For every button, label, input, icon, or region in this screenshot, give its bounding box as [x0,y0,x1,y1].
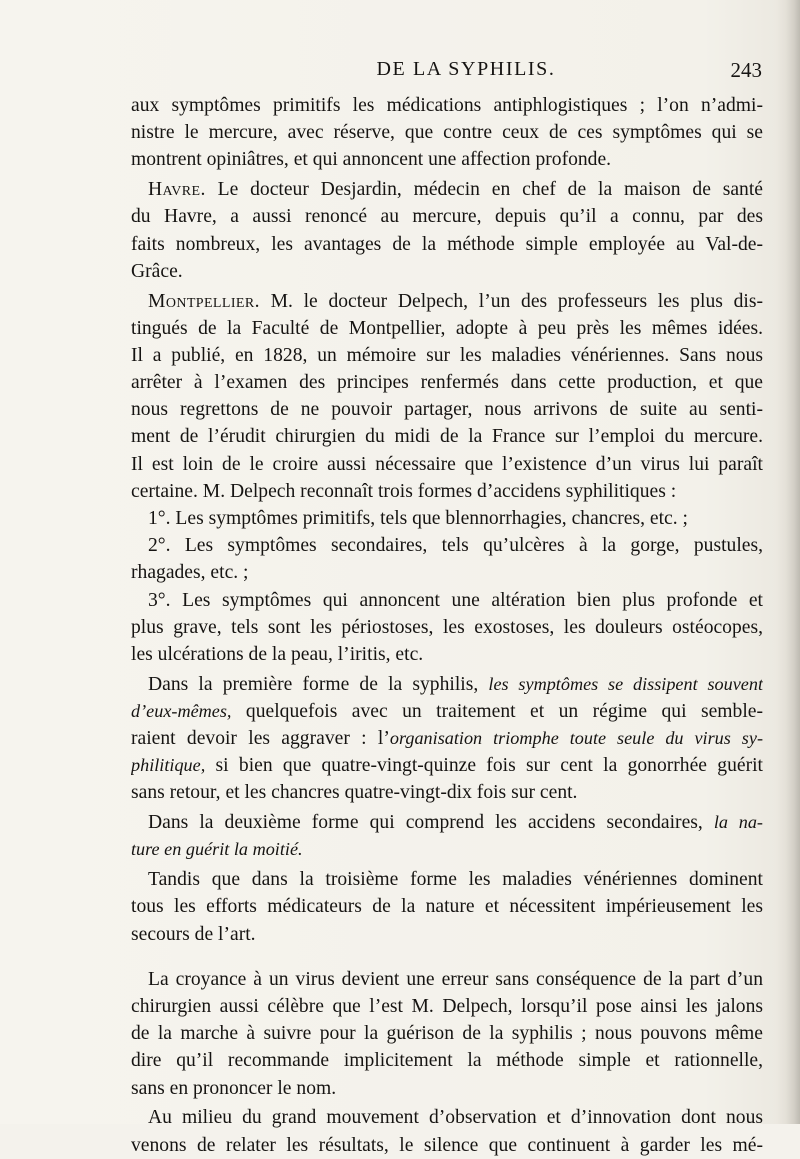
text-line [131,671,763,698]
place-heading-havre: Havre. [148,179,206,201]
italic-run: la na- [713,812,763,833]
text-line: rhagades, etc. ; [131,562,249,584]
text-line: dire qu’il recommande implicitement la méthode simple et rationnelle, [131,1050,763,1072]
text-line: faits nombreux, les avantages de la méthode simple employée au Val-de- [131,233,763,255]
paragraph-gap [131,948,763,966]
text-run: si bien que quatre-vingt-quinze fois sur cent la gonorrhée guérit [205,755,763,777]
text-line: Grâce. [131,260,183,282]
text-line: certaine. M. Delpech reconnaît trois formes d’accidens syphilitiques : [131,480,677,502]
text-line: plus grave, tels sont les périostoses, les exostoses, les douleurs ostéocopes, [131,616,763,638]
text-run: raient devoir les aggraver : l’ [131,728,390,750]
list-item-3: 3°. Les symptômes qui annoncent une altération bien plus profonde et [148,589,763,611]
text-line: nous regrettons de ne pouvoir partager, nous arrivons de suite au senti- [131,399,763,421]
text-line: aux symptômes primitifs les médications antiphlogistiques ; l’on n’admi- [131,95,763,116]
text-line: secours de l’art. [131,923,256,945]
text-line: Il a publié, en 1828, un mémoire sur les maladies vénériennes. Sans nous [131,344,763,366]
text-line: ment de l’érudit chirurgien du midi de la France sur l’emploi du mercure. [131,426,763,448]
italic-run: philitique, [131,755,206,776]
text-run: M. le docteur Delpech, l’un des professeurs les plus dis- [259,290,763,312]
text-line: tingués de la Faculté de Montpellier, adopte à peu près les mêmes idées. [131,317,763,339]
text-line [131,176,763,203]
text-line: Tandis que dans la troisième forme les maladies vénériennes dominent [148,869,763,891]
italic-run: d’eux-mêmes, [131,700,232,721]
list-item-2: 2°. Les symptômes secondaires, tels qu’ulcères à la gorge, pustules, [148,535,763,557]
text-run: quelquefois avec un traitement et un régime qui semble- [231,700,763,722]
page-number: 243 [730,58,762,82]
text-line [131,288,763,315]
text-line: Il est loin de le croire aussi nécessaire que l’existence d’un virus lui paraît [131,453,763,475]
text-run: Dans la deuxième forme qui comprend les accidens secondaires, [148,812,714,834]
text-line: sans retour, et les chancres quatre-vingt-dix fois sur cent. [131,782,578,804]
text-line: de la marche à suivre pour la guérison de la syphilis ; nous pouvons même [131,1023,763,1045]
list-item-1: 1°. Les symptômes primitifs, tels que blennorrhagies, chancres, etc. ; [148,508,688,529]
text-line [131,698,763,725]
text-line: chirurgien aussi célèbre que l’est M. Delpech, lorsqu’il pose ainsi les jalons [131,995,763,1017]
text-line: venons de relater les résultats, le silence que continuent à garder les mé- [131,1134,763,1156]
text-line [131,836,763,863]
italic-run: ture en guérit la moitié. [131,839,303,860]
place-heading-montpellier: Montpellier. [148,290,260,312]
text-line [131,725,763,752]
text-line: nistre le mercure, avec réserve, que contre ceux de ces symptômes qui se [131,122,763,144]
text-line: les ulcérations de la peau, l’iritis, etc. [131,643,424,665]
text-line: La croyance à un virus devient une erreur sans conséquence de la part d’un [148,968,763,990]
text-line: montrent opiniâtres, et qui annoncent une affection profonde. [131,149,612,171]
text-line [131,752,763,779]
italic-run: organisation triomphe toute seule du virus sy- [389,728,763,749]
text-line: sans en prononcer le nom. [131,1077,337,1099]
text-line: du Havre, a aussi renoncé au mercure, depuis qu’il a connu, par des [131,206,763,228]
running-title: DE LA SYPHILIS. [376,58,556,80]
body-text [131,92,763,1159]
text-run: Le docteur Desjardin, médecin en chef de la maison de santé [205,179,763,201]
text-run: Dans la première forme de la syphilis, [148,673,489,695]
page-edge-shadow [786,0,800,1124]
text-line: Au milieu du grand mouvement d’observation et d’innovation dont nous [148,1107,763,1129]
italic-run: les symptômes se dissipent souvent [488,673,763,694]
running-head [128,58,764,86]
text-line: tous les efforts médicateurs de la nature et nécessitent impérieusement les [131,896,763,918]
text-line: arrêter à l’examen des principes renfermés dans cette production, et que [131,372,763,394]
text-line [131,809,763,836]
